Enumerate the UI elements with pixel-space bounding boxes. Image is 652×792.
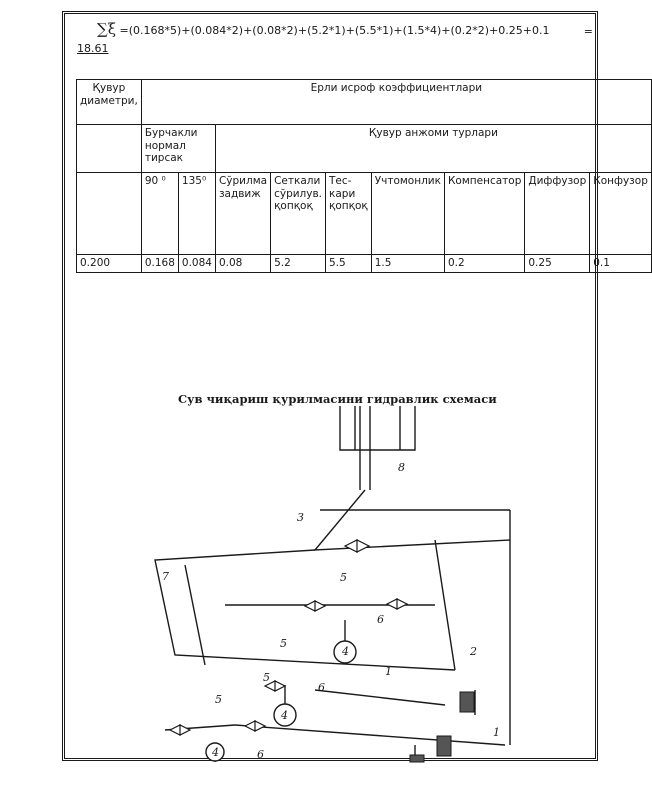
column-header: Компенсатор xyxy=(444,173,524,255)
empty-cell xyxy=(77,125,142,173)
shaft-outline xyxy=(340,406,415,450)
main-pipe xyxy=(315,490,510,550)
diagram-label: 6 xyxy=(377,613,384,626)
valve-symbol xyxy=(345,540,369,552)
column-header: Учтомонлик xyxy=(371,173,444,255)
diagram-label: 6 xyxy=(318,681,325,694)
table-cell: 0.200 xyxy=(77,255,142,273)
diagram-label: 5 xyxy=(340,571,347,584)
distribution-pipe xyxy=(155,550,455,670)
table-cell: 1.5 xyxy=(371,255,444,273)
table-cell: 0.2 xyxy=(444,255,524,273)
vertical-riser xyxy=(360,406,370,490)
table-cell: 0.168 xyxy=(141,255,178,273)
diagram-label: 1 xyxy=(493,726,500,739)
formula-result: 18.61 xyxy=(77,42,109,55)
table-cell: 0.25 xyxy=(525,255,590,273)
diagram-label: 5 xyxy=(215,693,222,706)
formula-equals: = xyxy=(583,25,593,38)
valve-symbol xyxy=(245,721,265,731)
diagram-label: 4 xyxy=(212,746,219,759)
table-cell: 0.1 xyxy=(590,255,652,273)
column-header: 135⁰ xyxy=(178,173,215,255)
column-header: Диффузор xyxy=(525,173,590,255)
diagram-label: 3 xyxy=(297,511,304,524)
diagram-label: 7 xyxy=(162,570,169,583)
hydraulic-scheme-diagram xyxy=(115,390,537,762)
tank-symbol xyxy=(460,692,474,712)
table-cell: 5.5 xyxy=(326,255,372,273)
table-cell: 5.2 xyxy=(271,255,326,273)
formula xyxy=(77,22,593,56)
diagram-label: 4 xyxy=(342,645,349,658)
table-cell: 0.08 xyxy=(215,255,270,273)
bend-subheader: Бурчакли нормал тирсак xyxy=(141,125,215,173)
diagram-label: 5 xyxy=(263,671,270,684)
valve-symbol xyxy=(387,599,407,609)
table-cell: 0.084 xyxy=(178,255,215,273)
sum-xi-symbol: ∑ξ xyxy=(97,20,116,38)
column-header: Сеткали сўрилув. қопқоқ xyxy=(271,173,326,255)
valve-symbol xyxy=(170,725,190,735)
formula-expression: =(0.168*5)+(0.084*2)+(0.08*2)+(5.2*1)+(5.5*1)+(1.5*4)+(0.2*2)+0.25+0.1 xyxy=(119,24,550,37)
valve-symbol xyxy=(305,601,325,611)
column-header: Сўрилма задвиж xyxy=(215,173,270,255)
loss-coefficient-table xyxy=(76,79,652,273)
diagram-label: 6 xyxy=(257,748,264,761)
column-header: Тес-кари қопқоқ xyxy=(326,173,372,255)
empty-cell xyxy=(77,173,142,255)
diagram-label: 1 xyxy=(385,665,392,678)
diagram-label: 4 xyxy=(281,709,288,722)
local-loss-header: Ерли исроф коэффициентлари xyxy=(141,80,651,125)
pipe-fittings-subheader: Қувур анжоми турлари xyxy=(215,125,651,173)
diagram-title: Сув чиқариш қурилмасини гидравлик схемаси xyxy=(178,392,497,406)
tank-symbol xyxy=(410,755,424,762)
column-header: 90 ⁰ xyxy=(141,173,178,255)
tank-symbol xyxy=(437,736,451,756)
diagram-label: 2 xyxy=(470,645,477,658)
pipe-diameter-header: Қувур диаметри, xyxy=(77,80,142,125)
column-header: Конфузор xyxy=(590,173,652,255)
diagram-label: 5 xyxy=(280,637,287,650)
diagram-label: 8 xyxy=(398,461,405,474)
